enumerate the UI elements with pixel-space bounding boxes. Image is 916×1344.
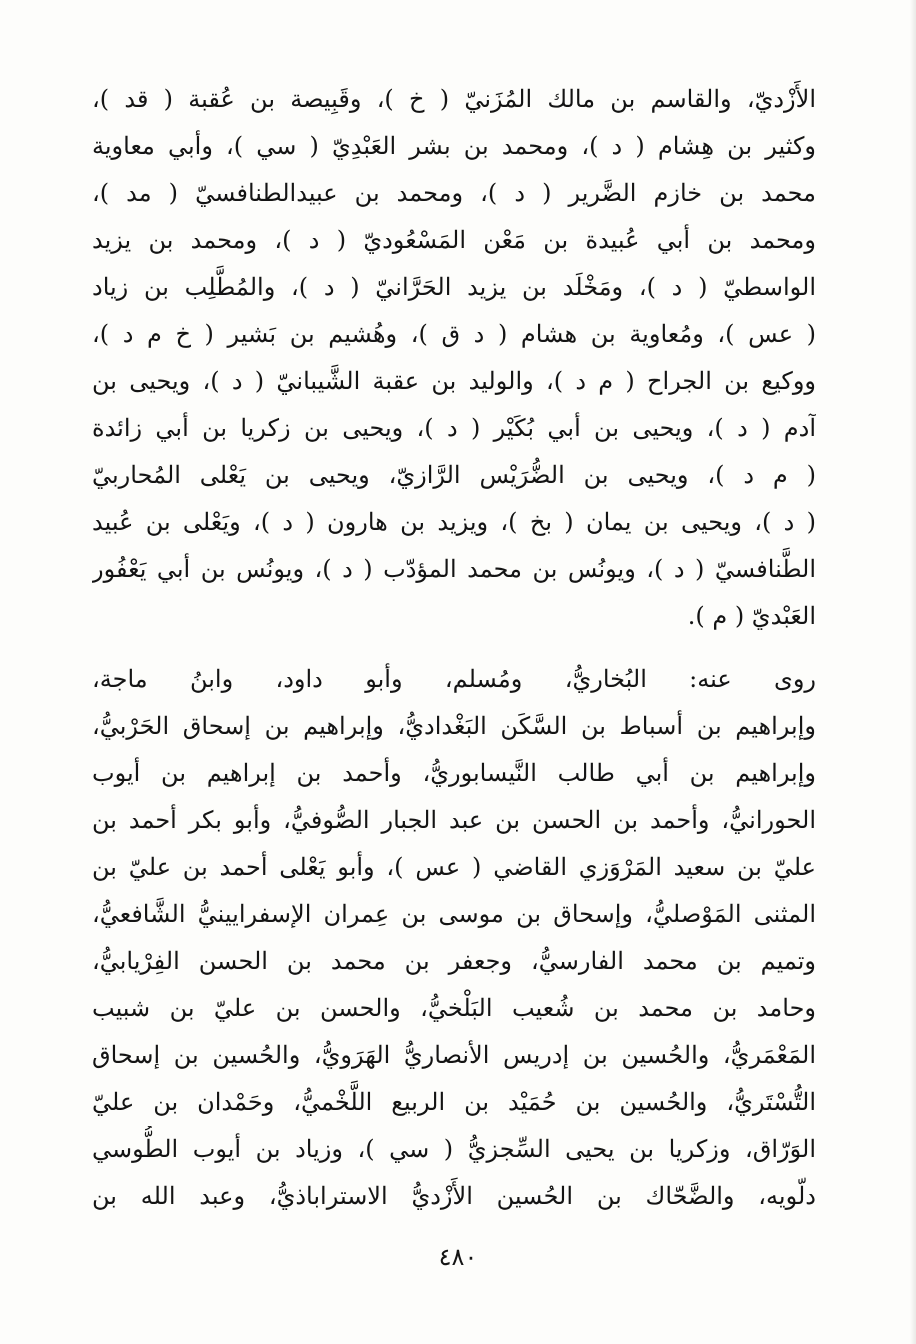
text-line: وتميم بن محمد الفارسيُّ، وجعفر بن محمد بن الحسن الفِرْيابيُّ، (92, 947, 816, 975)
paragraph-narrators-from (92, 76, 816, 640)
text-line: الطَّنافسيّ ( د )، ويونُس بن محمد المؤدّب ( د )، ويونُس بن أبي يَعْفُور (92, 555, 816, 583)
text-line: روى عنه: البُخاريُّ، ومُسلم، وأبو داود، وابنُ ماجة، (92, 665, 816, 693)
page-number: ٤٨٠ (438, 1243, 478, 1271)
text-line: المثنى المَوْصليُّ، وإسحاق بن موسى بن عِمران الإسفرايينيُّ الشَّافعيُّ، (92, 900, 816, 928)
text-line: وإبراهيم بن أسباط بن السَّكَن البَغْداديُّ، وإبراهيم بن إسحاق الحَرْبيُّ، (92, 712, 816, 740)
text-line: الوَرّاق، وزكريا بن يحيى السِّجزيُّ ( سي )، وزياد بن أيوب الطُّوسي (92, 1135, 816, 1163)
text-line: العَبْديّ ( م ). (687, 602, 816, 630)
text-line: ( م د )، ويحيى بن الضُّرَيْس الرَّازيّ، ويحيى بن يَعْلى المُحاربيّ (92, 461, 816, 489)
text-line: ووكيع بن الجراح ( م د )، والوليد بن عقبة الشَّيبانيّ ( د )، ويحيى بن (92, 367, 816, 395)
text-line: عليّ بن سعيد المَرْوَزي القاضي ( عس )، وأبو يَعْلى أحمد بن عليّ بن (92, 853, 816, 881)
text-line: وإبراهيم بن أبي طالب النَّيسابوريُّ، وأحمد بن إبراهيم بن أيوب (92, 759, 816, 787)
paragraph-narrated-by (92, 656, 816, 1220)
text-line: ( د )، ويحيى بن يمان ( بخ )، ويزيد بن هارون ( د )، ويَعْلى بن عُبيد (92, 508, 816, 536)
text-line: الواسطيّ ( د )، ومَخْلَد بن يزيد الحَرَّانيّ ( د )، والمُطَّلِب بن زياد (92, 273, 816, 301)
text-line: ( عس )، ومُعاوية بن هشام ( د ق )، وهُشيم بن بَشير ( خ م د )، (92, 320, 816, 348)
text-line: المَعْمَريُّ، والحُسين بن إدريس الأنصاريُّ الهَرَويُّ، والحُسين بن إسحاق (92, 1041, 816, 1069)
text-line: ومحمد بن أبي عُبيدة بن مَعْن المَسْعُوديّ ( د )، ومحمد بن يزيد (92, 226, 816, 254)
text-line: الأَزْديّ، والقاسم بن مالك المُزَنيّ ( خ )، وقَبِيصة بن عُقبة ( قد )، (92, 85, 816, 113)
text-line: محمد بن خازم الضَّرير ( د )، ومحمد بن عبيدالطنافسيّ ( مد )، (92, 179, 816, 207)
text-line: آدم ( د )، ويحيى بن أبي بُكَيْر ( د )، ويحيى بن زكريا بن أبي زائدة (92, 414, 816, 442)
page-edge-shadow (910, 0, 916, 1344)
text-line: وحامد بن محمد بن شُعيب البَلْخيُّ، والحسن بن عليّ بن شبيب (92, 994, 816, 1022)
text-line: وكثير بن هِشام ( د )، ومحمد بن بشر العَبْدِيّ ( سي )، وأبي معاوية (92, 132, 816, 160)
text-line: التُّسْتَريُّ، والحُسين بن حُمَيْد بن الربيع اللَّخْميُّ، وحَمْدان بن عليّ (92, 1088, 816, 1116)
text-line: الحورانيُّ، وأحمد بن الحسن بن عبد الجبار الصُّوفيُّ، وأبو بكر أحمد بن (92, 806, 816, 834)
text-line: دلّويه، والضَّحّاك بن الحُسين الأَزْديُّ الاستراباذيُّ، وعبد الله بن (92, 1182, 816, 1210)
